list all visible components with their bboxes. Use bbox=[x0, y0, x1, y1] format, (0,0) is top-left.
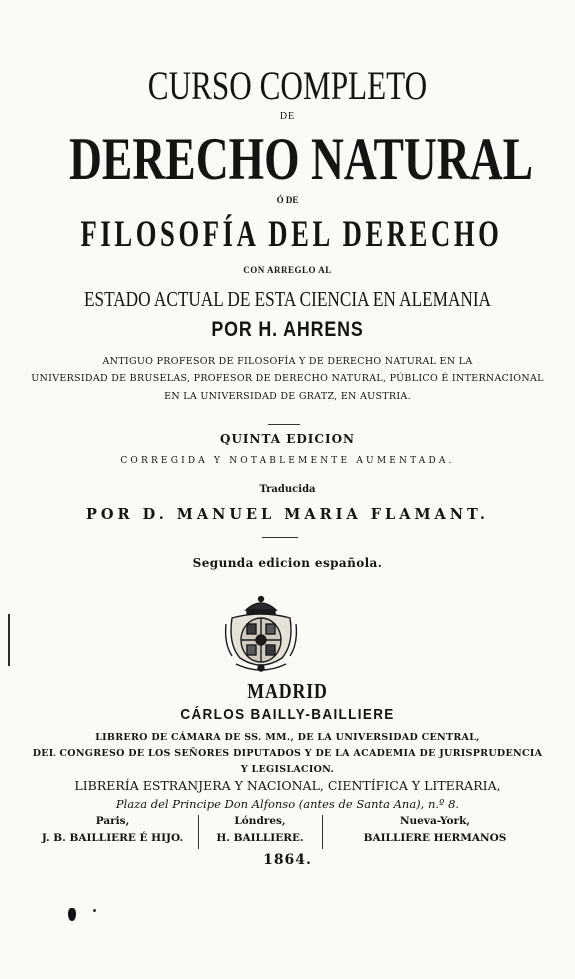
author-line: POR H. AHRENS bbox=[211, 318, 364, 341]
address-line: Plaza del Principe Don Alfonso (antes de Santa Ana), n.º 8. bbox=[115, 797, 460, 811]
publisher-line: CÁRLOS BAILLY-BAILLIERE bbox=[180, 706, 395, 723]
branch-name: H. BAILLIERE. bbox=[216, 832, 304, 844]
ink-blot bbox=[93, 909, 96, 912]
ink-blot bbox=[68, 908, 76, 921]
edition-line: QUINTA EDICION bbox=[219, 432, 355, 446]
branch-city: Lóndres, bbox=[234, 815, 286, 827]
divider-rule bbox=[262, 537, 298, 538]
edition-note: CORREGIDA Y NOTABLEMENTE AUMENTADA. bbox=[120, 456, 455, 466]
year-line: 1864. bbox=[263, 852, 312, 868]
branch-name: BAILLIERE HERMANOS bbox=[363, 832, 507, 844]
branch-nueva-york bbox=[325, 813, 545, 847]
author-desc-1: ANTIGUO PROFESOR DE FILOSOFÍA Y DE DERECHO NATURAL EN LA bbox=[102, 356, 473, 367]
publisher-desc-3: Y LEGISLACION. bbox=[240, 764, 335, 775]
store-line: LIBRERÍA ESTRANJERA Y NACIONAL, CIENTÍFICA Y LITERARIA, bbox=[74, 778, 501, 793]
publisher-desc-1: LIBRERO DE CÁMARA DE SS. MM., DE LA UNIVERSIDAD CENTRAL, bbox=[95, 732, 480, 743]
subtitle: FILOSOFÍA DEL DERECHO bbox=[80, 214, 503, 255]
branch-name: J. B. BAILLIERE É HIJO. bbox=[41, 832, 184, 844]
title-line-de: DE bbox=[279, 111, 296, 122]
title-line-curso: CURSO COMPLETO bbox=[147, 63, 428, 108]
branch-londres bbox=[200, 813, 320, 847]
author-desc-2: UNIVERSIDAD DE BRUSELAS, PROFESOR DE DERECHO NATURAL, PÚBLICO É INTERNACIONAL bbox=[31, 373, 544, 384]
title-line-o-de: Ó DE bbox=[276, 195, 299, 205]
divider-rule bbox=[268, 424, 300, 425]
title-line-con-arreglo: CON ARREGLO AL bbox=[243, 265, 332, 275]
author-desc-3: EN LA UNIVERSIDAD DE GRATZ, EN AUSTRIA. bbox=[164, 391, 411, 402]
column-divider bbox=[198, 815, 199, 849]
second-edition-line: Segunda edicion española. bbox=[192, 556, 383, 570]
royal-coat-of-arms-icon bbox=[222, 594, 300, 674]
branch-city: Paris, bbox=[95, 815, 130, 827]
city-line: MADRID bbox=[247, 679, 328, 703]
title-line-estado: ESTADO ACTUAL DE ESTA CIENCIA EN ALEMANIA bbox=[83, 287, 492, 311]
branches-row bbox=[30, 813, 555, 853]
main-title: DERECHO NATURAL bbox=[69, 126, 534, 192]
column-divider bbox=[322, 815, 323, 849]
branch-city: Nueva-York, bbox=[399, 815, 471, 827]
margin-mark bbox=[8, 614, 10, 666]
translator-line: POR D. MANUEL MARIA FLAMANT. bbox=[86, 506, 489, 523]
translated-label: Traducida bbox=[259, 484, 316, 495]
publisher-desc-2: DEL CONGRESO DE LOS SEÑORES DIPUTADOS Y DE LA ACADEMIA DE JURISPRUDENCIA bbox=[32, 748, 543, 759]
branch-paris bbox=[30, 813, 195, 847]
